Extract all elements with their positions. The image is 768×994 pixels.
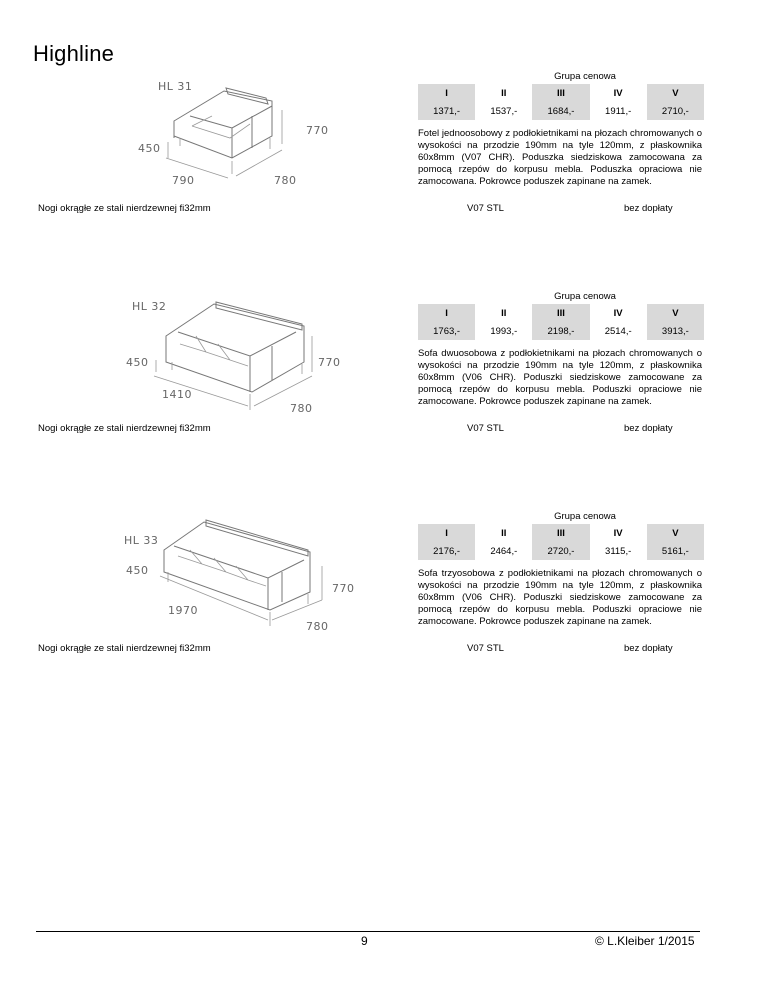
- model-label: HL 33: [124, 534, 159, 547]
- group-header: IV: [613, 87, 623, 99]
- armchair-drawing: [132, 76, 372, 261]
- group-header: III: [532, 524, 589, 542]
- dim-width: 1970: [168, 604, 198, 617]
- group-header: II: [501, 527, 507, 539]
- price-cell: 1911,-: [605, 105, 632, 117]
- group-header: II: [501, 87, 507, 99]
- group-header: V: [647, 84, 704, 102]
- group-header: II: [501, 307, 507, 319]
- product-hl31: [0, 70, 768, 270]
- dim-height: 770: [332, 582, 355, 595]
- legs-note: Nogi okrągłe ze stali nierdzewnej fi32mm: [38, 203, 211, 214]
- price-cell: 2710,-: [647, 102, 704, 120]
- page-number: 9: [361, 934, 368, 948]
- price-cell: 1537,-: [490, 105, 518, 117]
- variant-price: bez dopłaty: [624, 643, 673, 654]
- price-cell: 1993,-: [490, 325, 518, 337]
- dim-depth: 780: [306, 620, 329, 633]
- price-cell: 5161,-: [647, 542, 704, 560]
- price-cell: 1684,-: [532, 102, 589, 120]
- price-cell: 1371,-: [418, 102, 475, 120]
- price-table: [418, 304, 704, 340]
- price-cell: 2720,-: [532, 542, 589, 560]
- variant-code: V07 STL: [467, 423, 504, 434]
- price-table: [418, 84, 704, 120]
- group-header: V: [647, 304, 704, 322]
- dim-seat-height: 450: [126, 564, 149, 577]
- variant-code: V07 STL: [467, 643, 504, 654]
- price-group-label: Grupa cenowa: [554, 71, 616, 82]
- price-block: [418, 290, 704, 340]
- product-description: Fotel jednoosobowy z podłokietnikami na płozach chromowanych o wysokości na przodzie 190mm na tyle 120mm, z płaskownika 60x8mm (V07 CHR). Poduszka siedziskowa zamocowana za pomocą rzepów do korpusu mebla. Poduszka opraciowa nie zamocowana. Pokrowce poduszek zapinane na zamek.: [418, 128, 702, 187]
- price-block: [418, 70, 704, 120]
- product-description: Sofa dwuosobowa z podłokietnikami na płozach chromowanych o wysokości na przodzie 190mm na tyle 120mm, z płaskownika 60x8mm (V06 CHR). Poduszki siedziskowe zamocowane za pomocą rzepów do korpusu mebla. Poduszki opraciowe nie zamocowane. Pokrowce poduszek zapinane na zamek.: [418, 348, 702, 407]
- price-cell: 1763,-: [418, 322, 475, 340]
- product-hl32: [0, 290, 768, 490]
- copyright: © L.Kleiber 1/2015: [595, 934, 695, 948]
- sofa-3-drawing: [120, 516, 360, 701]
- price-block: [418, 510, 704, 560]
- model-label: HL 32: [132, 300, 167, 313]
- group-header: I: [418, 524, 475, 542]
- footer-divider: [36, 931, 700, 932]
- dim-seat-height: 450: [126, 356, 149, 369]
- dim-depth: 780: [274, 174, 297, 187]
- variant-price: bez dopłaty: [624, 203, 673, 214]
- dim-height: 770: [306, 124, 329, 137]
- price-cell: 2176,-: [418, 542, 475, 560]
- dim-width: 1410: [162, 388, 192, 401]
- price-cell: 2198,-: [532, 322, 589, 340]
- price-cell: 3115,-: [605, 545, 632, 557]
- group-header: I: [418, 84, 475, 102]
- group-header: IV: [613, 307, 623, 319]
- variant-price: bez dopłaty: [624, 423, 673, 434]
- variant-code: V07 STL: [467, 203, 504, 214]
- price-group-label: Grupa cenowa: [554, 511, 616, 522]
- sofa-2-drawing: [126, 296, 366, 481]
- group-header: I: [418, 304, 475, 322]
- group-header: V: [647, 524, 704, 542]
- product-description: Sofa trzyosobowa z podłokietnikami na płozach chromowanych o wysokości na przodzie 190mm na tyle 120mm, z płaskownika 60x8mm (V06 CHR). Poduszki siedziskowe zamocowane za pomocą rzepów do korpusu mebla. Poduszki opraciowe nie zamocowane. Pokrowce poduszek zapinane na zamek.: [418, 568, 702, 627]
- dim-depth: 780: [290, 402, 313, 415]
- price-group-label: Grupa cenowa: [554, 291, 616, 302]
- price-cell: 2464,-: [490, 545, 518, 557]
- group-header: IV: [613, 527, 623, 539]
- legs-note: Nogi okrągłe ze stali nierdzewnej fi32mm: [38, 423, 211, 434]
- dim-height: 770: [318, 356, 341, 369]
- legs-note: Nogi okrągłe ze stali nierdzewnej fi32mm: [38, 643, 211, 654]
- price-table: [418, 524, 704, 560]
- page-title: Highline: [33, 41, 115, 66]
- group-header: III: [532, 84, 589, 102]
- group-header: III: [532, 304, 589, 322]
- dim-width: 790: [172, 174, 195, 187]
- price-cell: 3913,-: [647, 322, 704, 340]
- model-label: HL 31: [158, 80, 193, 93]
- price-cell: 2514,-: [604, 325, 632, 337]
- product-hl33: [0, 510, 768, 710]
- dim-seat-height: 450: [138, 142, 161, 155]
